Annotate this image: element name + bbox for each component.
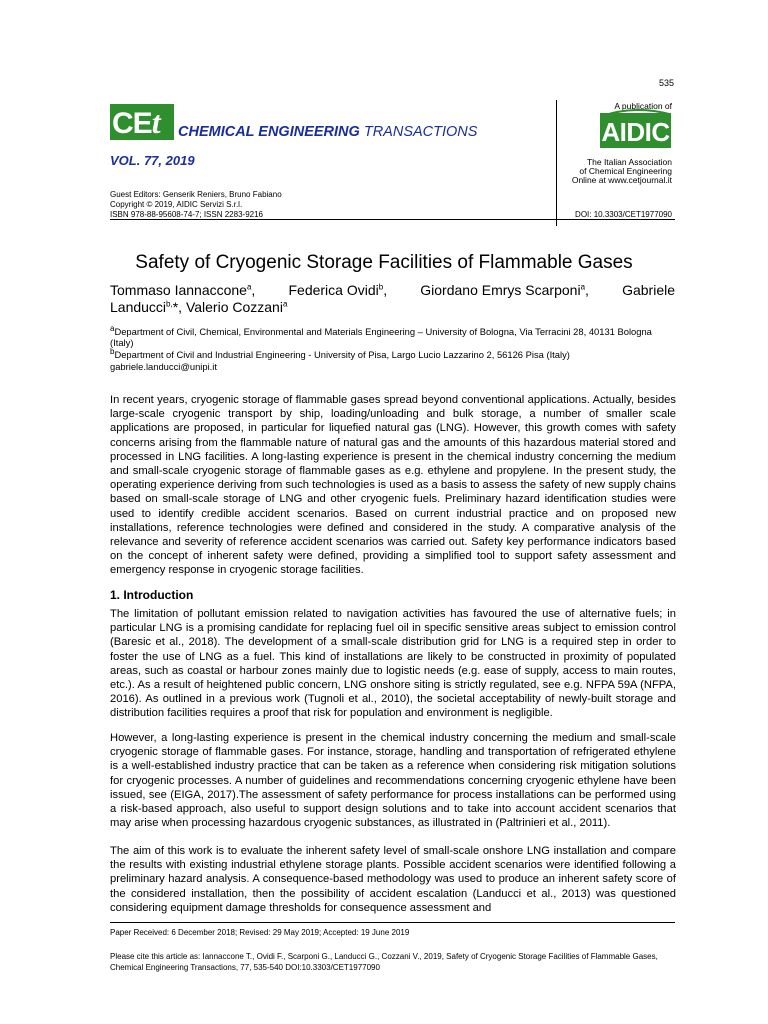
cet-logo-t: t	[151, 104, 160, 140]
association-line-3[interactable]: Online at www.cetjournal.it	[571, 175, 672, 185]
affiliation-b	[110, 346, 675, 360]
volume: VOL. 77, 2019	[110, 153, 195, 168]
intro-paragraph-1: The limitation of pollutant emission related to navigation activities has favoured the use of alternative fuels; in particular LNG is a promising candidate for replacing fuel oil in specific sensitive areas subject to emission control (Baresic et al., 2018). The development of a small-scale distribution grid for LNG is a required step in order to foster the use of LNG as a fuel. This kind of installations are likely to be constructed in proximity of populated areas, such as coastal or harbour zones mainly due to logistic needs (e.g. ease of supply, access to main routes, etc.). As a result of heightened public concern, LNG onshore siting is strictly regulated, see e.g. NFPA 59A (NFPA, 2016). As outlined in a previous work (Tugnoli et al., 2010), the societal acceptability of newly-built storage and distribution facilities requires a proof that risk for population and environment is negligible.	[110, 608, 676, 720]
abstract: In recent years, cryogenic storage of flammable gases spread beyond conventional applications. Actually, besides large-scale cryogenic transport by ship, loading/unloading and bulk storage, a number of smaller scale applications are proposed, in particular for liquefied natural gas (LNG). However, this growth comes with safety concerns arising from the flammable nature of natural gas and the amounts of this hazardous material stored and processed in LNG facilities. A long-lasting experience is present in the chemical industry concerning the medium and small-scale cryogenic storage of flammable gases as e.g. ethylene and propylene. In the present study, the operating experience deriving from such technologies is used as a basis to assess the safety of new supply chains based on small-scale storage of LNG and other cryogenic fuels. Preliminary hazard identification studies were used to identify credible accident scenarios. Based on current industrial practice and on proposed new installations, reference technologies were defined and considered in the study. A comparative analysis of the relevance and severity of reference accident scenarios was carried out. Safety key performance indicators based on the concept of inherent safety were defined, providing a simplified tool to support safety assessment and emergency response in cryogenic storage facilities.	[110, 394, 676, 577]
affiliation-sup: a	[110, 323, 115, 333]
author-sup: a	[580, 282, 586, 292]
author-name: Landucci	[110, 299, 167, 315]
cet-logo	[110, 104, 174, 140]
author-sup: a	[282, 299, 288, 309]
author-name: Tommaso Iannaccone	[110, 282, 247, 298]
author-sup: a	[246, 282, 252, 292]
author-name: *, Valerio Cozzani	[172, 299, 283, 315]
association-line-1: The Italian Association	[586, 157, 672, 167]
affiliation-sup: b	[110, 346, 115, 356]
author-sup: b	[378, 282, 384, 292]
citation-note: Please cite this article as: Iannaccone T., Ovidi F., Scarponi G., Landucci G., Cozzani V., 2019, Safety of Cryogenic Storage Facilities of Flammable Gases, Chemical Engineering Transactions, 77, 535-540 DOI:10.3303/CET1977090	[110, 952, 658, 972]
received-dates: Paper Received: 6 December 2018; Revised: 29 May 2019; Accepted: 19 June 2019	[110, 928, 410, 937]
isbn: ISBN 978-88-95608-74-7; ISSN 2283-9216	[110, 210, 263, 219]
copyright: Copyright © 2019, AIDIC Servizi S.r.l.	[110, 200, 243, 209]
author	[420, 282, 589, 298]
author-sup: b,	[166, 299, 173, 309]
doi[interactable]: DOI: 10.3303/CET1977090	[575, 210, 672, 219]
publication-of: A publication of	[614, 101, 672, 111]
intro-paragraph-3: The aim of this work is to evaluate the inherent safety level of small-scale onshore LNG installation and compare the results with existing industrial ethylene storage plants. Possible accident scenarios were identified following a preliminary hazard analysis. A consequence-based methodology was used to produce an inherent safety score of the considered installation, then the possibility of accident escalation (Landucci et al., 2013) was questioned considering equipment damage thresholds for consequence assessment and	[110, 845, 676, 914]
authors-line-1	[110, 282, 675, 298]
footer-rule	[110, 922, 675, 923]
affiliation-a	[110, 323, 675, 348]
guest-editors: Guest Editors: Genserik Reniers, Bruno Fabiano	[110, 190, 282, 199]
author-sep: ,	[383, 282, 388, 298]
author-name: Federica Ovidi	[288, 282, 379, 298]
intro-paragraph-2: However, a long-lasting experience is present in the chemical industry concerning the medium and small-scale cryogenic storage of flammable gases. For instance, storage, handling and transportation of refrigerated ethylene is a well-established industry practice that can be taken as a reference when considering risk mitigation solutions for cryogenic processes. A number of guidelines and recommendations concerning cryogenic ethylene have been issued, see (EIGA, 2017).The assessment of safety performance for process installations can be performed using a risk-based approach, also useful to support design solutions and to take into account accident scenarios that may arise when processing hazardous cryogenic substances, as illustrated in (Paltrinieri et al., 2011).	[110, 732, 676, 830]
author-sep: ,	[585, 282, 589, 298]
author-sep: ,	[251, 282, 256, 298]
affiliation-text: Department of Civil and Industrial Engineering - University of Pisa, Largo Lucio Lazzarino 2, 56126 Pisa (Italy)	[114, 349, 570, 360]
author	[622, 282, 675, 298]
affiliation-text: Department of Civil, Chemical, Environmental and Materials Engineering – University of Bologna, Via Terracini 28, 40131 Bologna (Italy)	[110, 326, 652, 348]
paper-title: Safety of Cryogenic Storage Facilities of Flammable Gases	[135, 252, 633, 273]
author-name: Gabriele	[622, 282, 675, 298]
cet-logo-ce: CE	[112, 107, 152, 140]
journal-title	[178, 124, 477, 140]
author	[110, 282, 255, 298]
journal-title-light: TRANSACTIONS	[359, 124, 478, 140]
journal-title-bold: CHEMICAL ENGINEERING	[178, 124, 360, 140]
corresponding-email[interactable]: gabriele.landucci@unipi.it	[110, 361, 217, 372]
authors-line-2	[110, 299, 675, 315]
header-rule	[110, 219, 675, 220]
section-heading-introduction: 1. Introduction	[110, 588, 194, 602]
aidic-logo: AIDIC	[600, 113, 671, 148]
association-line-2: of Chemical Engineering	[579, 166, 672, 176]
header-divider	[556, 100, 557, 226]
author	[288, 282, 387, 298]
page-number: 535	[658, 78, 674, 88]
author-name: Giordano Emrys Scarponi	[420, 282, 581, 298]
